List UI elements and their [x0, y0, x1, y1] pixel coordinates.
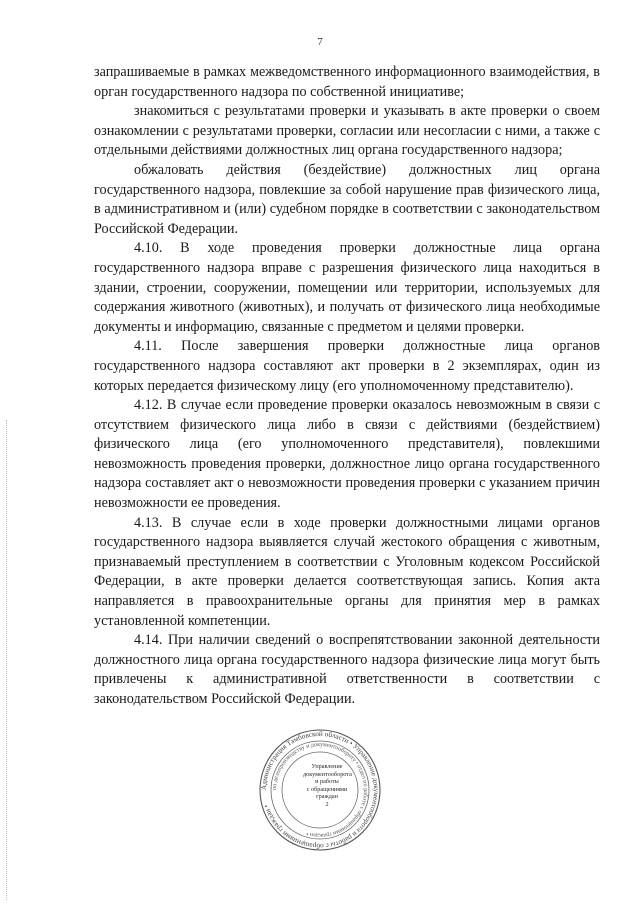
- stamp-outer-ring-text: Администрация Тамбовской области • Управление документооборота и работы с обращениями граждан •: [259, 729, 381, 851]
- paragraph-right-appeal: обжаловать действия (бездействие) должностных лиц органа государственного надзора, повлекшие за собой нарушение прав физического лица, в административном и (или) судебном порядке в соответствии с законодательством Российской Федерации.: [94, 161, 600, 237]
- page-number: 7: [317, 36, 323, 48]
- paragraph-4-14: 4.14. При наличии сведений о воспрепятствовании законной деятельности должностного лица органа государственного надзора физические лица могут быть привлечены к административной ответственности в соответствии с законодательством Российской Федерации.: [94, 632, 600, 707]
- scan-edge-marks: [6, 420, 8, 900]
- document-body: [94, 63, 600, 710]
- stamp-center-text: Управление документооборота и работы с обращениями граждан 2: [303, 763, 352, 808]
- paragraph-4-11: 4.11. После завершения проверки должностные лица органов государственного надзора составляют акт проверки в 2 экземплярах, один из которых передается физическому лицу (его уполномоченному представителю).: [94, 338, 600, 394]
- stamp-middle-ring-text: по делопроизводству и документообороту • отдел по работе с обращениями граждан •: [271, 741, 369, 839]
- paragraph-right-acquaint: знакомиться с результатами проверки и указывать в акте проверки о своем ознакомлении с результатами проверки, согласии или несогласии с ними, а также с отдельными действиями должностных лиц органа государственного надзора;: [94, 103, 600, 159]
- paragraph-continuation: запрашиваемые в рамках межведомственного информационного взаимодействия, в орган государственного надзора по собственной инициативе;: [94, 64, 600, 100]
- paragraph-4-12: 4.12. В случае если проведение проверки оказалось невозможным в связи с отсутствием физического лица либо в связи с действиями (бездействием) физического лица (его уполномоченного представителя), повлекшими невозможность проведения проверки, должностное лицо органа государственного надзора составляет акт о невозможности проведения проверки с указанием причин невозможности ее проведения.: [94, 397, 600, 512]
- official-stamp: [258, 728, 382, 852]
- paragraph-4-10: 4.10. В ходе проведения проверки должностные лица органа государственного надзора вправе с разрешения физического лица находиться в здании, строении, сооружении, помещении или территории, используемых для содержания животного (животных), и получать от физического лица необходимые документы и информацию, связанные с предметом и целями проверки.: [94, 240, 600, 335]
- paragraph-4-13: 4.13. В случае если в ходе проверки должностными лицами органов государственного надзора выявляется случай жестокого обращения с животным, признаваемый преступлением в соответствии с Уголовным кодексом Российской Федерации, в акте проверки делается соответствующая запись. Копия акта направляется в правоохранительные органы для принятия мер в рамках установленной компетенции.: [94, 514, 600, 629]
